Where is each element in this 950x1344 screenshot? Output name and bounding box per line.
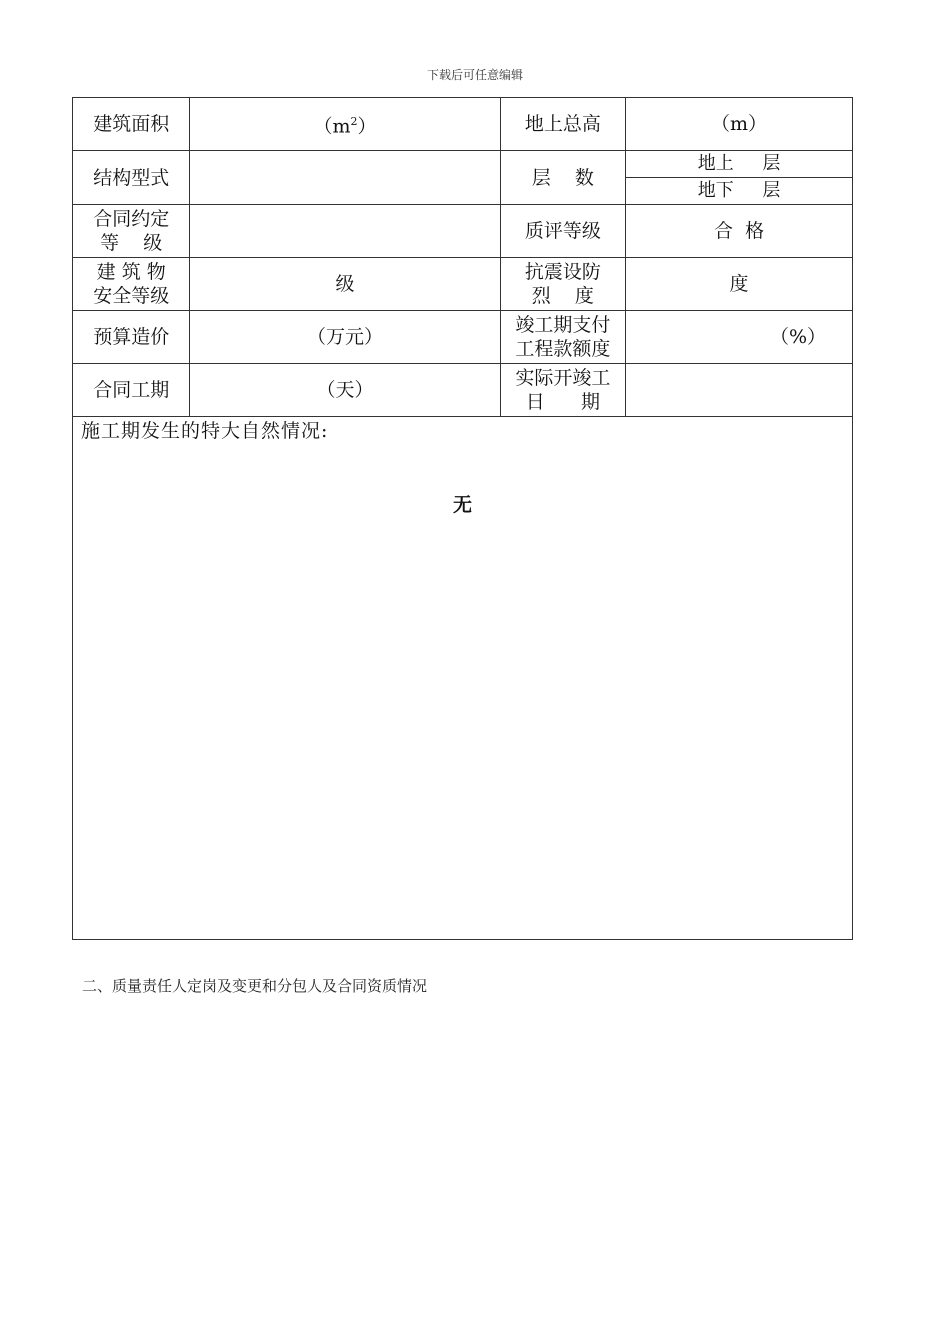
- seismic-intensity-value: 度: [626, 258, 853, 311]
- area-unit-sup: 2: [350, 114, 358, 128]
- safety-grade-value: 级: [190, 258, 500, 311]
- area-unit-pre: （m: [313, 115, 351, 138]
- table-row: [73, 98, 853, 151]
- quality-grade-label: 质评等级: [500, 205, 625, 258]
- table-row: [73, 205, 853, 258]
- contract-grade-value: [190, 205, 500, 258]
- floors-label: 层 数: [500, 151, 625, 205]
- building-area-value: [190, 98, 500, 151]
- table-row: [73, 258, 853, 311]
- floors-above-ground: 地上 层: [626, 151, 852, 178]
- structure-type-label: 结构型式: [73, 151, 190, 205]
- contract-period-label: 合同工期: [73, 364, 190, 417]
- natural-disaster-cell: [73, 417, 853, 940]
- safety-grade-label: 建 筑 物 安全等级: [73, 258, 190, 311]
- natural-disaster-label: 施工期发生的特大自然情况:: [81, 420, 329, 442]
- floors-below-ground: 地下 层: [697, 180, 781, 201]
- project-info-table: [72, 97, 853, 940]
- table-row: [73, 151, 853, 205]
- table-row: [73, 311, 853, 364]
- completion-payment-value: [626, 311, 853, 364]
- completion-payment-label: 竣工期支付 工程款额度: [500, 311, 625, 364]
- contract-period-value: （天）: [190, 364, 500, 417]
- actual-dates-value: [626, 364, 853, 417]
- structure-type-value: [190, 151, 500, 205]
- actual-dates-label: 实际开竣工 日 期: [500, 364, 625, 417]
- above-ground-height-value: （m）: [626, 98, 853, 151]
- section-title: 二、质量责任人定岗及变更和分包人及合同资质情况: [82, 977, 428, 995]
- area-unit-post: ）: [357, 115, 377, 138]
- contract-grade-label: 合同约定 等 级: [73, 205, 190, 258]
- header-note: 下载后可任意编辑: [426, 68, 523, 82]
- quality-grade-value: 合 格: [626, 205, 853, 258]
- budget-cost-value: （万元）: [190, 311, 500, 364]
- budget-cost-label: 预算造价: [73, 311, 190, 364]
- seismic-intensity-label: 抗震设防 烈 度: [500, 258, 625, 311]
- above-ground-height-label: 地上总高: [500, 98, 625, 151]
- table-row: [73, 364, 853, 417]
- natural-disaster-content: 无: [452, 494, 472, 516]
- building-area-label: 建筑面积: [73, 98, 190, 151]
- payment-percent-unit: （%）: [769, 326, 826, 348]
- table-row: [73, 417, 853, 940]
- floors-value: [626, 151, 853, 205]
